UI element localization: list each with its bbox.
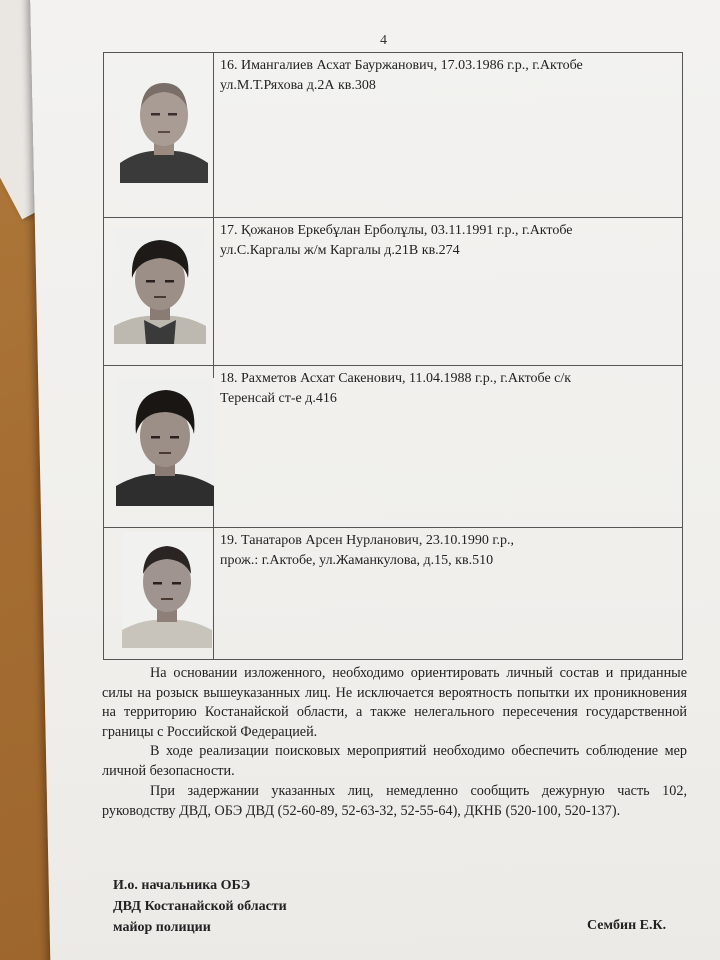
person-row-16 xyxy=(103,52,683,218)
person-name-line: 17. Қожанов Еркебұлан Ерболұлы, 03.11.1991 г.р., г.Актобе xyxy=(220,223,573,238)
photo-cell xyxy=(104,366,214,527)
person-row-17 xyxy=(103,217,683,366)
person-info-16 xyxy=(220,56,676,96)
signature-name: Сембин Е.К. xyxy=(587,918,667,933)
person-name-line: 16. Имангалиев Асхат Бауржанович, 17.03.1986 г.р., г.Актобе xyxy=(220,58,583,73)
person-photo-17 xyxy=(114,228,206,344)
person-row-19 xyxy=(103,527,683,660)
signature-title-line1: И.о. начальника ОБЭ xyxy=(113,878,251,893)
person-address-line: прож.: г.Актобе, ул.Жаманкулова, д.15, кв.510 xyxy=(220,553,494,568)
person-photo-18 xyxy=(116,378,214,506)
person-address-line: ул.С.Каргалы ж/м Каргалы д.21В кв.274 xyxy=(220,243,460,258)
paragraph-text: При задержании указанных лиц, немедленно сообщить дежурную часть 102, руководству ДВД, ОБЭ ДВД (52-60-89, 52-63-32, 52-55-64), ДКНБ (520-100, 520-137). xyxy=(102,783,687,819)
person-name-line: 19. Танатаров Арсен Нурланович, 23.10.1990 г.р., xyxy=(220,533,514,548)
person-row-18 xyxy=(103,365,683,528)
person-photo-19 xyxy=(122,532,212,648)
page-number: 4 xyxy=(380,33,387,48)
paragraph-contacts xyxy=(102,782,687,821)
signature-rank: майор полиции xyxy=(113,920,211,935)
signature-title-line2: ДВД Костанайской области xyxy=(113,899,287,914)
paragraph-text: В ходе реализации поисковых мероприятий необходимо обеспечить соблюдение мер личной безопасности. xyxy=(102,743,687,779)
person-info-18 xyxy=(220,369,676,409)
person-name-line: 18. Рахметов Асхат Сакенович, 11.04.1988 г.р., г.Актобе с/к xyxy=(220,371,572,386)
photo-cell xyxy=(104,53,214,217)
person-address-line: ул.М.Т.Ряхова д.2А кв.308 xyxy=(220,78,376,93)
paragraph-text: На основании изложенного, необходимо ориентировать личный состав и приданные силы на розыск вышеуказанных лиц. Не исключается вероятность попытки их проникновения на территорию Костанайской области, а также нелегального пересечения государственной границы с Российской Федерацией. xyxy=(102,665,687,740)
person-info-19 xyxy=(220,531,676,571)
person-info-17 xyxy=(220,221,676,261)
paragraph-orientation xyxy=(102,664,687,742)
photo-cell xyxy=(104,528,214,659)
person-address-line: Теренсай ст-е д.416 xyxy=(220,391,337,406)
paragraph-safety xyxy=(102,742,687,781)
person-photo-16 xyxy=(120,67,208,183)
photo-cell xyxy=(104,218,214,365)
